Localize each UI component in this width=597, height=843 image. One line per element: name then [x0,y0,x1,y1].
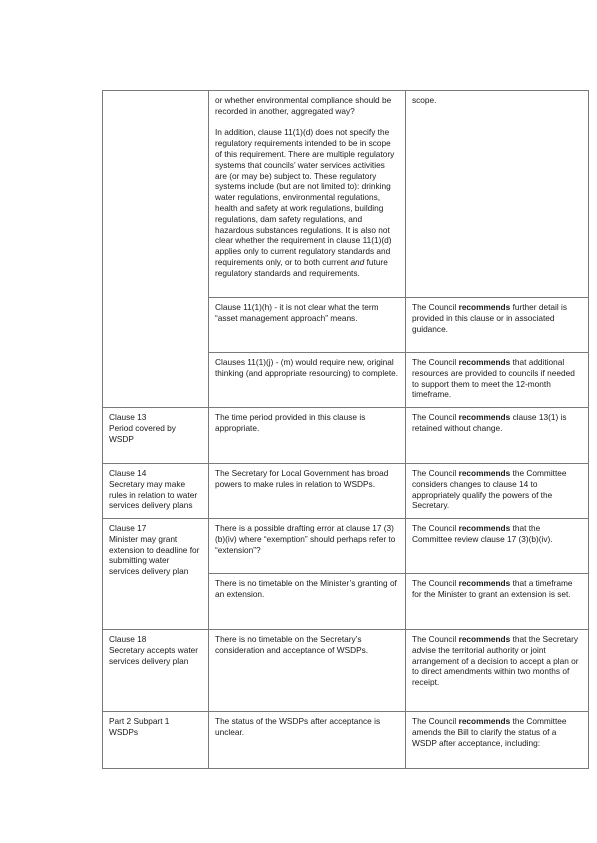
clause-title: Secretary accepts water services delivery plan [109,644,198,666]
clause-cell [103,91,209,408]
clause-number: Part 2 Subpart 1 [109,716,170,726]
recommendation-text: The Council recommends further detail is provided in this clause or in associated guidance. [412,302,567,334]
issue-text: There is no timetable on the Secretary’s consideration and acceptance of WSDPs. [215,634,369,655]
clause-number: Clause 14 [109,468,147,478]
clause-title: Minister may grant extension to deadline for submitting water services delivery plan [109,533,200,577]
recommendation-text: The Council recommends that the Secretary advise the territorial authority or joint arrangement of a decision to accept a plan or to direct amendments within two months of receipt. [412,634,579,688]
clause-title: Period covered by WSDP [109,422,176,444]
recommendation-text: scope. [412,95,437,105]
recommendation-cell [406,353,589,408]
issue-text: In addition, clause 11(1)(d) does not specify the regulatory requirements intended to be in scope of this requirement. There are multiple regulatory systems that councils’ water services activities are (or may be) subject to. These regulatory systems include (but are not limited to): drinking water regulations, environmental regulations, health and safety at work regulations, building regulations, dam safety regulations, and hazardous substances regulations. It is also not clear whether the requirement in clause 11(1)(d) applies only to current regulatory standards and requirements only, or to both current and future regulatory standards and requirements. [215,127,395,278]
clause-title: Secretary may make rules in relation to water services delivery plans [109,478,198,511]
recommendation-cell [406,298,589,353]
issue-cell [209,464,406,519]
clause-cell [103,464,209,519]
clause-number: Clause 18 [109,634,147,644]
issue-text: The time period provided in this clause is appropriate. [215,412,366,433]
issue-cell [209,519,406,574]
recommendation-cell [406,408,589,464]
table-row [103,464,589,519]
clause-cell [103,519,209,630]
clause-number: Clause 13 [109,412,147,422]
issue-text: There is a possible drafting error at clause 17 (3)(b)(iv) where “exemption” should perhaps refer to “extension”? [215,523,396,555]
issue-text: The Secretary for Local Government has broad powers to make rules in relation to WSDPs. [215,468,389,489]
issue-text: Clauses 11(1)(j) - (m) would require new, original thinking (and appropriate resourcing) to complete. [215,357,399,378]
recommendation-text: The Council recommends that additional resources are provided to councils if needed to support them to meet the 12-month timeframe. [412,357,575,400]
recommendation-text: The Council recommends that the Committee review clause 17 (3)(b)(iv). [412,523,553,544]
recommendation-cell [406,91,589,298]
table-row [103,91,589,298]
issue-cell [209,408,406,464]
clause-title: WSDPs [109,726,139,737]
recommendation-cell [406,712,589,769]
clause-cell [103,712,209,769]
clause-number: Clause 17 [109,523,147,533]
recommendation-text: The Council recommends that a timeframe for the Minister to grant an extension is set. [412,578,573,599]
recommendation-text: The Council recommends the Committee considers changes to clause 14 to appropriately qualify the powers of the Secretary. [412,468,567,511]
issue-text: Clause 11(1)(h) - it is not clear what the term “asset management approach” means. [215,302,379,323]
issue-cell [209,630,406,712]
table-row [103,630,589,712]
issue-cell [209,574,406,630]
submission-table [102,90,589,769]
issue-text: or whether environmental compliance should be recorded in another, aggregated way? [215,95,392,116]
recommendation-text: The Council recommends clause 13(1) is retained without change. [412,412,567,433]
recommendation-cell [406,519,589,574]
recommendation-cell [406,464,589,519]
recommendation-text: The Council recommends the Committee amends the Bill to clarify the status of a WSDP after acceptance, including: [412,716,567,748]
recommendation-cell [406,574,589,630]
clause-cell [103,408,209,464]
table-row [103,519,589,574]
issue-cell [209,91,406,298]
issue-cell [209,712,406,769]
issue-cell [209,353,406,408]
recommendation-cell [406,630,589,712]
issue-cell [209,298,406,353]
issue-text: The status of the WSDPs after acceptance is unclear. [215,716,381,737]
clause-cell [103,630,209,712]
table-row [103,408,589,464]
issue-text: There is no timetable on the Minister’s granting of an extension. [215,578,397,599]
table-row [103,712,589,769]
